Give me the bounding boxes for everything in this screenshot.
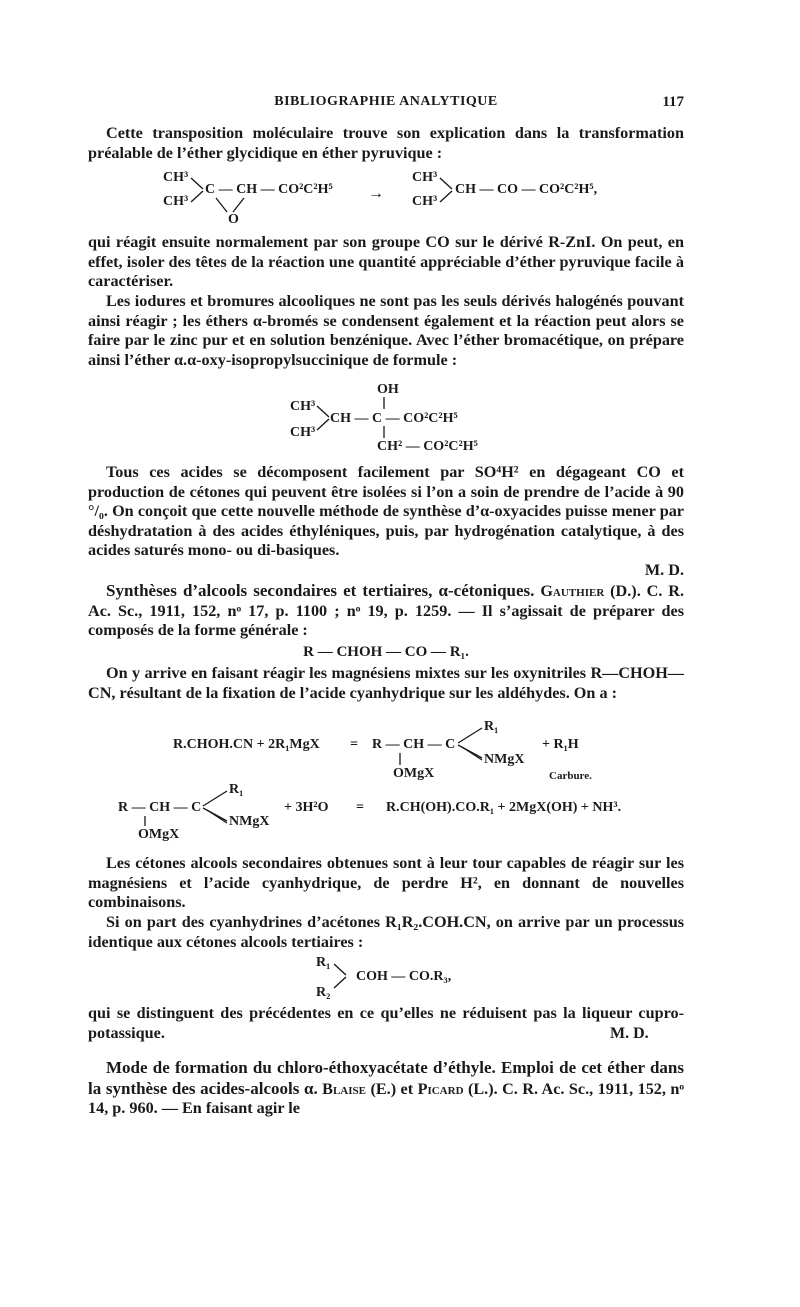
formula-term: + 3H²O	[284, 800, 329, 815]
formula-atom: CH³	[290, 399, 316, 414]
article-author-join: (E.) et	[370, 1079, 414, 1098]
paragraph-6: Les cétones alcools secondaires obtenues sont à leur tour capables de réagir sur les magnésiens et l’acide cyanhydrique, de perdre H², en donnant de nouvelles combinaisons.	[88, 854, 684, 912]
formula-chain: C — CH — CO²C²H⁵	[205, 182, 333, 197]
formula-bond	[398, 753, 402, 767]
formula-atom: CH³	[163, 170, 189, 185]
formula-term: + R₁H	[542, 737, 579, 752]
formula-bond	[382, 397, 386, 411]
formula-atom: OH	[377, 382, 399, 397]
running-title: BIBLIOGRAPHIE ANALYTIQUE	[274, 94, 498, 109]
formula-equals: =	[350, 737, 358, 752]
formula-general: R — CHOH — CO — R₁.	[303, 644, 469, 660]
signature: M. D.	[610, 1025, 649, 1042]
formula-chain: CH — CO — CO²C²H⁵,	[455, 182, 598, 197]
formula-atom: OMgX	[393, 766, 435, 781]
paragraph-3: Les iodures et bromures alcooliques ne sont pas les seuls dérivés halogénés pouvant ainsi réagir ; les éthers α-bromés se condensent également et la réaction peut alors se faire par le zinc pur et en solution benzénique. Avec l’éther bromacétique, on prépare ainsi l’éther α.α-oxy-isopropylsuccinique de formule :	[88, 292, 684, 369]
formula-atom: O	[228, 212, 239, 227]
formula-atom: R₁	[484, 719, 499, 734]
paragraph-2: qui réagit ensuite normalement par son groupe CO sur le dérivé R-ZnI. On peut, en effet, isoler des têtes de la réaction une quantité appréciable d’éther pyruvique facile à caractériser.	[88, 233, 684, 291]
article-1	[88, 581, 684, 641]
article-2	[88, 1058, 684, 1119]
formula-lhs: R.CHOH.CN + 2R₁MgX	[173, 737, 320, 752]
formula-bond	[382, 426, 386, 440]
formula-atom: CH³	[290, 425, 316, 440]
formula-atom: OMgX	[138, 827, 180, 842]
formula-atom: NMgX	[484, 752, 525, 767]
formula-lhs: R — CH — C	[118, 800, 202, 815]
paragraph-1: Cette transposition moléculaire trouve son explication dans la transformation préalable de l’éther glycidique en éther pyruvique :	[88, 124, 684, 162]
formula-atom: R₁	[229, 782, 244, 797]
article-author: Picard	[417, 1079, 464, 1098]
article-author: Blaise	[322, 1079, 366, 1098]
formula-chain: COH — CO.R₃,	[356, 969, 452, 984]
page-number: 117	[662, 94, 684, 110]
formula-atom: NMgX	[229, 814, 270, 829]
formula-bond	[334, 962, 354, 992]
formula-atom: R₁	[316, 955, 331, 970]
paragraph-7: Si on part des cyanhydrines d’acétones R₁R₂.COH.CN, on arrive par un processus identique aux cétones alcools tertiaires :	[88, 913, 684, 951]
formula-atom: CH³	[412, 170, 438, 185]
signature: M. D.	[644, 560, 684, 579]
article-title: Synthèses d’alcools secondaires et tertiaires, α-cétoniques.	[106, 581, 535, 600]
formula-chain: CH — C — CO²C²H⁵	[330, 411, 458, 426]
formula-caption: Carbure.	[549, 770, 592, 782]
article-reference: (L.). C. R. Ac. Sc., 1911, 152, nᵒ 14, p. 960. — En faisant agir le	[88, 1079, 685, 1118]
paragraph-5: On y arrive en faisant réagir les magnésiens mixtes sur les oxynitriles R—CHOH—CN, résultant de la fixation de l’acide cyanhydrique sur les aldéhydes. On a :	[88, 664, 684, 702]
paragraph-4: Tous ces acides se décomposent facilement par SO⁴H² en dégageant CO et production de cétones qui peuvent être isolées si l’on a soin de prendre de l’acide à 90 °/₀. On conçoit que cette nouvelle méthode de synthèse d’α-oxyacides puisse mener par déshydratation à des acides éthyléniques, puis, par hydrogénation catalytique, à des acides saturés mono- ou di-basiques. M. D.	[88, 463, 684, 579]
formula-chain: R — CH — C	[372, 737, 456, 752]
paragraph-8: qui se distinguent des précédentes en ce qu’elles ne réduisent pas la liqueur cupro-potassique.	[88, 1004, 684, 1042]
running-header	[88, 94, 684, 114]
formula-equals: =	[356, 800, 364, 815]
formula-atom: CH³	[163, 194, 189, 209]
formula-rhs: R.CH(OH).CO.R₁ + 2MgX(OH) + NH³.	[386, 800, 622, 815]
article-reference: (D.). C. R. Ac. Sc., 1911, 152, nᵒ 17, p. 1100 ; nᵒ 19, p. 1259. — Il s’agissait de préparer des composés de la forme générale :	[88, 582, 685, 640]
reaction-arrow: →	[368, 185, 384, 202]
article-author: Gauthier	[540, 582, 605, 600]
article-title: Mode de formation du chloro-éthoxyacétate d’éthyle. Emploi de cet éther dans la synthèse des acides-alcools α.	[88, 1058, 684, 1098]
formula-atom: CH³	[412, 194, 438, 209]
formula-atom: R₂	[316, 985, 331, 1000]
formula-chain: CH² — CO²C²H⁵	[377, 439, 478, 454]
